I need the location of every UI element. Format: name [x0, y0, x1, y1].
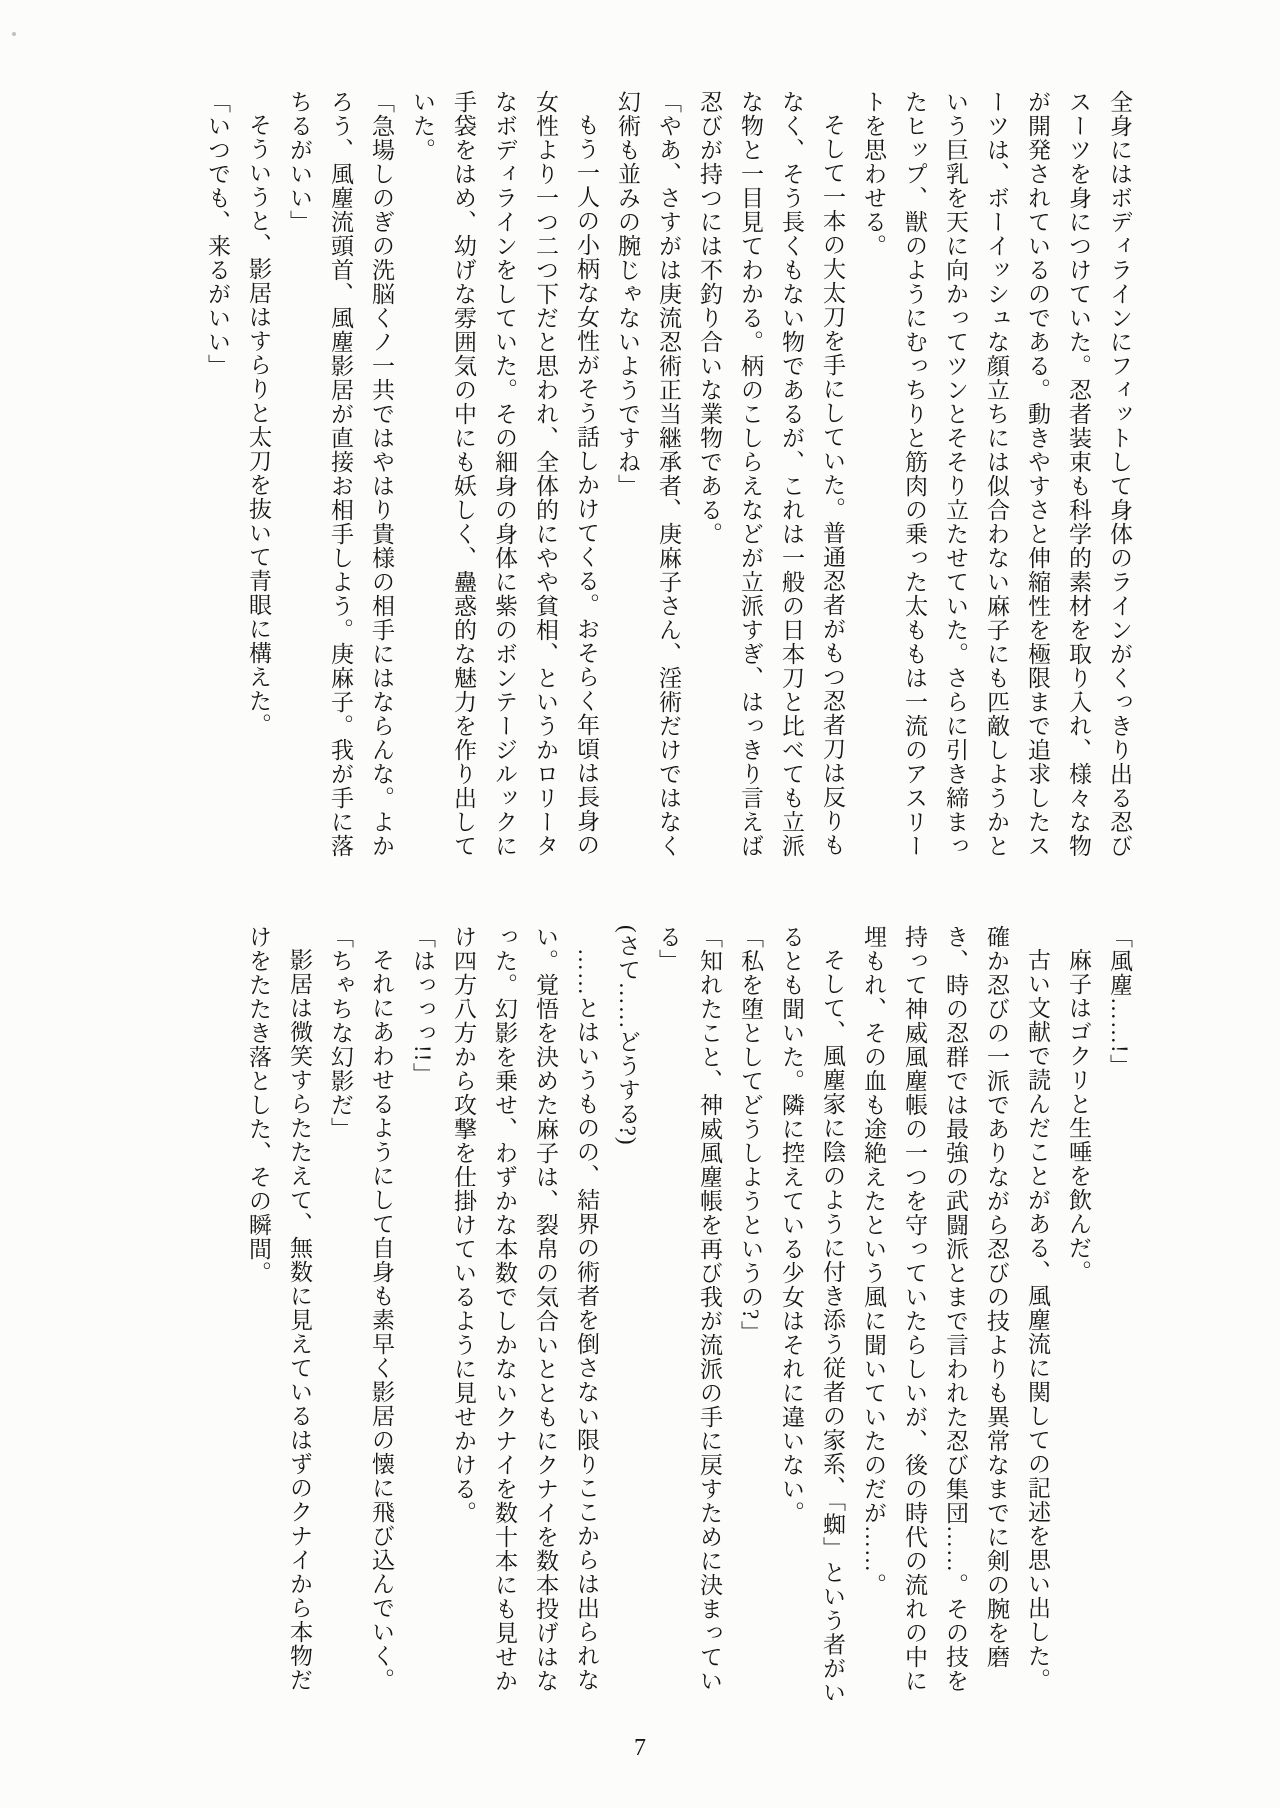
- page-number: 7: [634, 1735, 646, 1761]
- paragraph: 麻子はゴクリと生唾を飲んだ。: [1066, 948, 1091, 1284]
- paragraph: (さて……どうする?): [615, 925, 640, 1146]
- paragraph: 全身にはボディラインにフィットして身体のラインがくっきり出る忍びスーツを身につけていた。忍者装束も科学的素材を取り入れ、様々な物が開発されているのである。動きやすさと伸縮性を極限まで追求したスーツは、ボーイッシュな顔立ちには似合わない麻子にも匹敵しようかという巨乳を天に向かってツンとそそり立たせていた。さらに引き締まったヒップ、獣のようにむっちりと筋肉の乗った太ももは一流のアスリートを思わせる。: [861, 90, 1132, 858]
- paragraph: それにあわせるようにして自身も素早く影居の懐に飛び込んでいく。: [369, 948, 394, 1692]
- paragraph: 「知れたこと、神威風塵帳を再び我が流派の手に戻すために決まっている」: [656, 925, 722, 1693]
- text-block-1: [190, 90, 1140, 865]
- text-block-2: [190, 925, 1140, 1705]
- paragraph: 「急場しのぎの洗脳くノ一共ではやはり貴様の相手にはならんな。よかろう、風塵流頭首、風塵影居が直接お相手しよう。庚麻子。我が手に落ちるがいい」: [287, 90, 394, 858]
- paragraph: 「いつでも、来るがいい」: [205, 90, 230, 378]
- paragraph: 影居は微笑すらたたえて、無数に見えているはずのクナイから本物だけをたたき落とした、その瞬間。: [246, 925, 312, 1692]
- paragraph: そして、風塵家に陰のように付き添う従者の家系、「蜘」という者がいるとも聞いた。隣に控えている少女はそれに違いない。: [779, 925, 845, 1705]
- paragraph: もう一人の小柄な女性がそう話しかけてくる。おそらく年頃は長身の女性より一つ二つ下だと思われ、全体的にやや貧相、というかロリータなボディラインをしていた。その細身の身体に紫のボンテージルックに手袋をはめ、幼げな雰囲気の中にも妖しく、蠱惑的な魅力を作り出していた。: [410, 90, 599, 858]
- paragraph: 「ちゃちな幻影だ」: [328, 925, 353, 1141]
- scan-speck: [12, 32, 16, 36]
- paragraph: 「はっっっ!!」: [410, 925, 435, 1087]
- paragraph: 「風塵……!」: [1107, 925, 1132, 1078]
- paragraph: 「やあ、さすがは庚流忍術正当継承者、庚麻子さん、淫術だけではなく幻術も並みの腕じゃないようですね」: [615, 90, 681, 858]
- paragraph: ……とはいうものの、結界の術者を倒さない限りここからは出られない。覚悟を決めた麻子は、裂帛の気合いとともにクナイを数本投げはなった。幻影を乗せ、わずかな本数でしかないクナイを数十本にも見せかけ四方八方から攻撃を仕掛けているように見せかける。: [451, 925, 599, 1693]
- paragraph: そういうと、影居はすらりと太刀を抜いて青眼に構えた。: [246, 113, 271, 737]
- paragraph: 「私を堕としてどうしようというの?」: [738, 925, 763, 1345]
- paragraph: 古い文献で読んだことがある、風塵流に関しての記述を思い出した。確か忍びの一派でありながら忍びの技よりも異常なまでに剣の腕を磨き、時の忍群では最強の武闘派とまで言われた忍び集団……。その技を持って神威風塵帳の一つを守っていたらしいが、後の時代の流れの中に埋もれ、その血も途絶えたという風に聞いていたのだが……。: [861, 925, 1050, 1693]
- paragraph: そして一本の大太刀を手にしていた。普通忍者がもつ忍者刀は反りもなく、そう長くもない物であるが、これは一般の日本刀と比べても立派な物と一目見てわかる。柄のこしらえなどが立派すぎ、はっきり言えば忍びが持つには不釣り合いな業物である。: [697, 90, 845, 858]
